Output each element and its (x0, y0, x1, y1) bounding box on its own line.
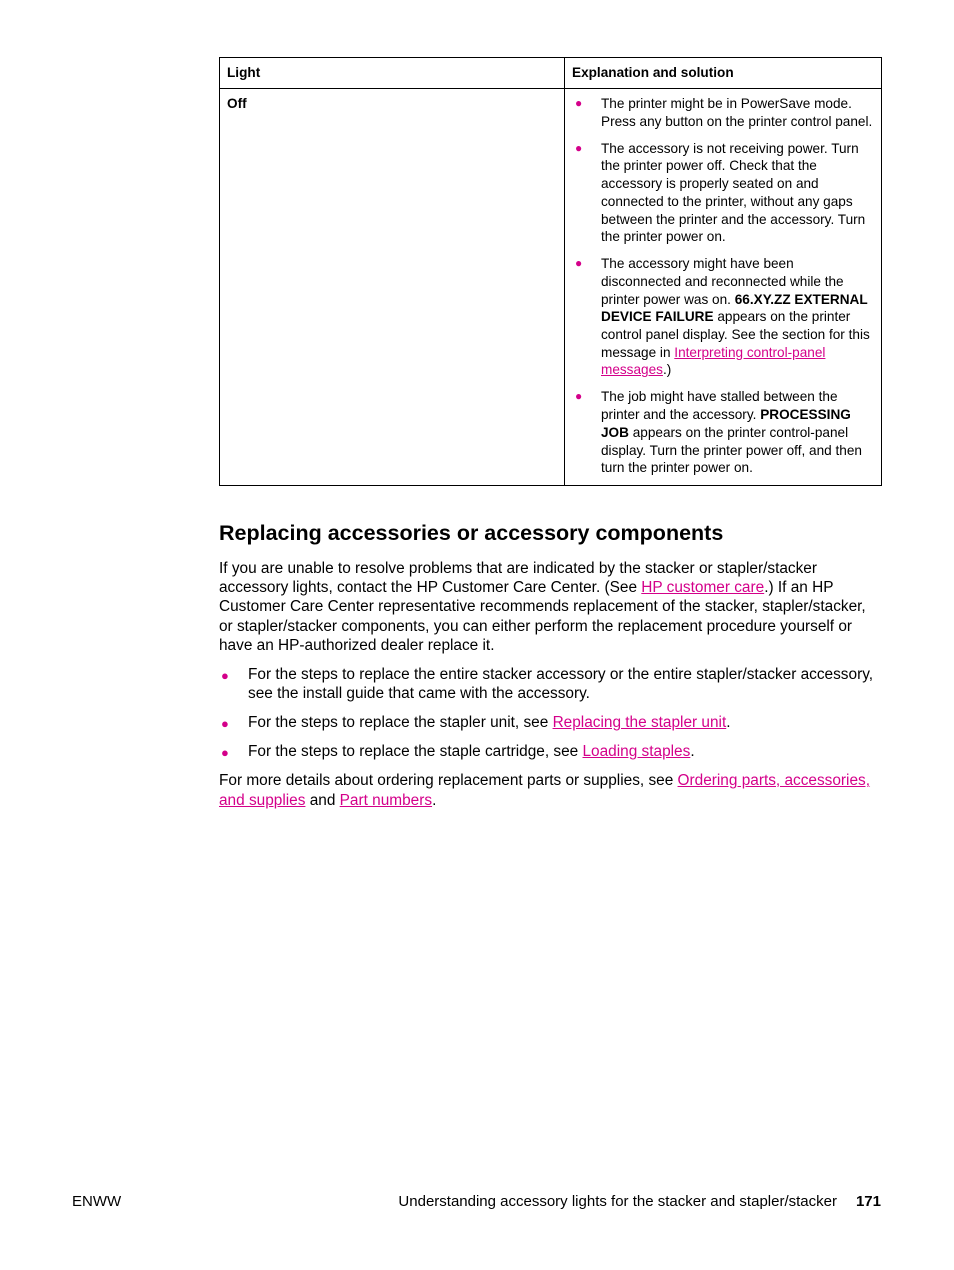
item-text: The accessory might have been disconnected and reconnected while the printer power was on. (601, 256, 844, 307)
bullet-dot-icon: ● (575, 96, 583, 110)
list-item (219, 665, 879, 703)
intro-text: .) If an HP Customer Care Center representative recommends replacement of the stacker, stapler/stacker, or stapler/stacker components, you can either perform the replacement procedure yourself or have an HP-authorized dealer replace it. (219, 579, 866, 654)
bullet-dot-icon: ● (575, 256, 583, 271)
interpreting-messages-link[interactable]: Interpreting control-panel messages (601, 344, 826, 378)
intro-text: If you are unable to resolve problems that are indicated by the stacker or stapler/stacker accessory lights, contact the HP Customer Care Center. (See (219, 560, 817, 597)
item-text: The accessory is not receiving power. Turn the printer power off. Check that the accessory is properly seated on and connected to the printer, without any gaps between the printer and the accessory. Turn the printer power on. (601, 140, 866, 245)
item-text: .) (662, 362, 672, 378)
replacing-stapler-unit-link[interactable]: Replacing the stapler unit (552, 714, 727, 732)
footer-right (398, 1192, 881, 1211)
list-item (571, 388, 875, 477)
list-item (219, 713, 879, 732)
page-number: 171 (855, 1193, 881, 1210)
list-item (219, 742, 879, 761)
loading-staples-link[interactable]: Loading staples (582, 743, 691, 761)
intro-paragraph (219, 559, 879, 655)
bullet-dot-icon: ● (221, 745, 229, 761)
item-text: For the steps to replace the staple cartridge, see (248, 743, 583, 761)
light-state: Off (220, 89, 565, 486)
outro-paragraph (219, 771, 879, 809)
lights-table (219, 57, 882, 486)
bullet-dot-icon: ● (575, 389, 583, 404)
outro-text: For more details about ordering replacement parts or supplies, see (219, 772, 678, 790)
item-text: For the steps to replace the entire stacker accessory or the entire stapler/stacker accessory, see the install guide that came with the accessory. (248, 666, 874, 703)
item-text: For the steps to replace the stapler unit, see (248, 714, 553, 732)
footer-left-label: ENWW (72, 1193, 122, 1210)
list-item (571, 140, 875, 246)
message-code: PROCESSING JOB (601, 407, 851, 440)
part-numbers-link[interactable]: Part numbers (339, 791, 433, 809)
table-header-row (220, 58, 882, 89)
item-text: The printer might be in PowerSave mode. Press any button on the printer control panel. (601, 96, 873, 129)
header-light: Light (220, 58, 565, 89)
message-code: 66.XY.ZZ EXTERNAL DEVICE FAILURE (601, 291, 868, 325)
section-body (219, 559, 879, 820)
hp-customer-care-link[interactable]: HP customer care (641, 579, 765, 597)
item-text: . (726, 714, 731, 732)
section-title: Replacing accessories or accessory components (219, 521, 724, 545)
item-text: appears on the printer control panel display. See the section for this message in (601, 309, 870, 360)
item-text: appears on the printer control-panel display. Turn the printer power off, and then turn the printer power on. (601, 424, 862, 476)
outro-text: and (305, 791, 340, 809)
header-explanation: Explanation and solution (565, 58, 882, 89)
explanation-list (571, 95, 875, 477)
footer-chapter-title: Understanding accessory lights for the stacker and stapler/stacker (398, 1193, 837, 1210)
explanation-cell (565, 89, 882, 486)
bullet-dot-icon: ● (575, 140, 583, 155)
bullet-dot-icon: ● (221, 668, 229, 684)
list-item (571, 255, 875, 379)
bullet-dot-icon: ● (221, 716, 229, 732)
replacement-list (219, 665, 879, 761)
item-text: The job might have stalled between the printer and the accessory. (601, 389, 838, 423)
outro-text: . (432, 791, 437, 809)
table-row (220, 89, 882, 486)
list-item (571, 95, 875, 130)
item-text: . (690, 743, 695, 761)
ordering-parts-link[interactable]: Ordering parts, accessories, and supplies (219, 772, 871, 809)
